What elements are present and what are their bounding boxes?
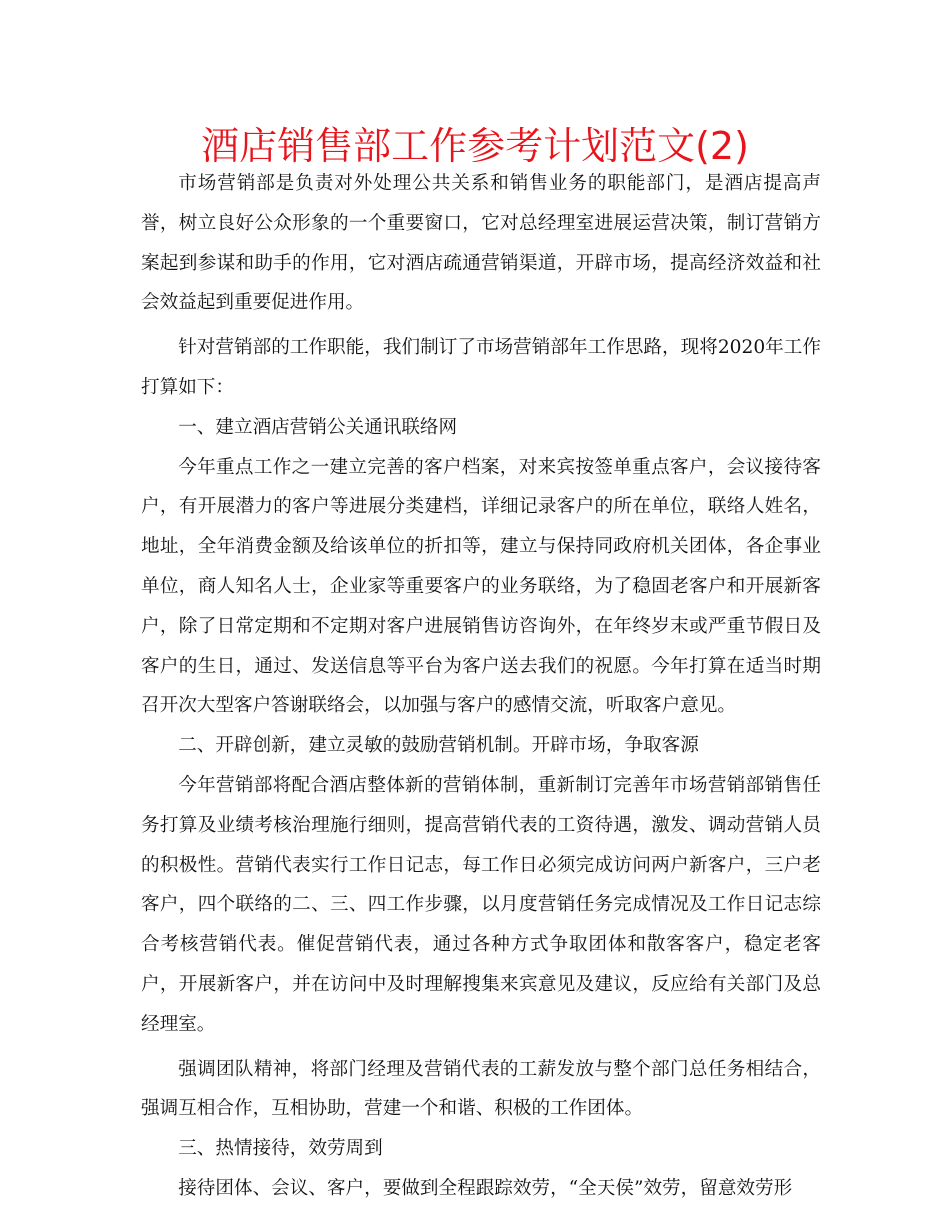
paragraph-intro: 市场营销部是负责对外处理公共关系和销售业务的职能部门，是酒店提高声誉，树立良好公众形象的一个重要窗口，它对总经理室进展运营决策，制订营销方案起到参谋和助手的作用，它对酒店疏通营销渠道，开辟市场，提高经济效益和社会效益起到重要促进作用。 [141, 173, 821, 314]
paragraph-plan: 针对营销部的工作职能，我们制订了市场营销部年工作思路，现将2020年工作打算如下： [141, 337, 821, 398]
paragraph-section-1: 今年重点工作之一建立完善的客户档案，对来宾按签单重点客户，会议接待客户，有开展潜力的客户等进展分类建档，详细记录客户的所在单位，联络人姓名，地址，全年消费金额及给该单位的折扣等，建立与保持同政府机关团体，各企事业单位，商人知名人士，企业家等重要客户的业务联络，为了稳固老客户和开展新客户，除了日常定期和不定期对客户进展销售访咨询外，在年终岁末或严重节假日及客户的生日，通过、发送信息等平台为客户送去我们的祝愿。今年打算在适当时期召开次大型客户答谢联络会，以加强与客户的感情交流，听取客户意见。 [141, 456, 821, 717]
section-heading-1: 一、建立酒店营销公关通讯联络网 [178, 416, 458, 438]
paragraph-section-3: 接待团体、会议、客户，要做到全程跟踪效劳，“全天侯”效劳，留意效劳形 [178, 1177, 793, 1199]
document-body [141, 164, 821, 1209]
section-heading-3: 三、热情接待，效劳周到 [178, 1138, 383, 1160]
document-title: 酒店销售部工作参考计划范文(2) [201, 124, 749, 168]
section-heading-2: 二、开辟创新，建立灵敏的鼓励营销机制。开辟市场，争取客源 [178, 735, 699, 757]
paragraph-teamwork: 强调团队精神，将部门经理及营销代表的工薪发放与整个部门总任务相结合，强调互相合作，互相协助，营建一个和谐、积极的工作团体。 [141, 1058, 821, 1120]
paragraph-section-2: 今年营销部将配合酒店整体新的营销体制，重新制订完善年市场营销部销售任务打算及业绩考核治理施行细则，提高营销代表的工资待遇，激发、调动营销人员的积极性。营销代表实行工作日记志，每工作日必须完成访问两户新客户，三户老客户，四个联络的二、三、四工作步骤，以月度营销任务完成情况及工作日记志综合考核营销代表。催促营销代表，通过各种方式争取团体和散客客户，稳定老客户，开展新客户，并在访问中及时理解搜集来宾意见及建议，反应给有关部门及总经理室。 [141, 774, 821, 1035]
